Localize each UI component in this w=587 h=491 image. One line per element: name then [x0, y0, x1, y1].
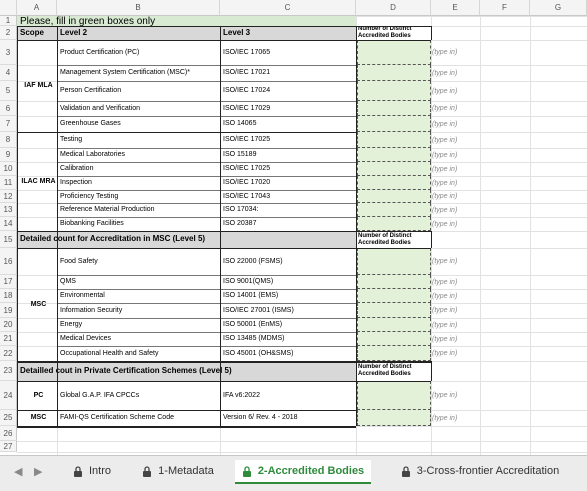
level3-cell: Version 6/ Rev. 4 - 2018: [223, 414, 298, 422]
count-input[interactable]: [357, 217, 431, 231]
private-section-title: Detailled cout in Private Certification Schemes (Level 5): [20, 365, 232, 375]
type-in-hint: (type in): [432, 392, 458, 399]
row-header[interactable]: 5: [0, 81, 17, 101]
row-header[interactable]: 12: [0, 190, 17, 203]
sheet-tab[interactable]: [60, 460, 124, 482]
row-header[interactable]: 3: [0, 40, 17, 65]
type-in-hint: (type in): [432, 49, 458, 56]
private-count-header: Number of Distinct Accredited Bodies: [358, 364, 412, 377]
type-in-hint: (type in): [432, 136, 458, 144]
row-header[interactable]: 15: [0, 231, 17, 248]
column-header[interactable]: E: [431, 0, 480, 16]
input-underline: [357, 425, 431, 426]
row-header[interactable]: 18: [0, 289, 17, 303]
level3-cell: ISO 22000 (FSMS): [223, 257, 283, 265]
row-header[interactable]: 17: [0, 275, 17, 289]
tab-scroll-right-icon[interactable]: ▶: [34, 466, 43, 478]
table-border-left: [17, 26, 18, 426]
row-header[interactable]: 4: [0, 65, 17, 81]
sheet-tab-label: Intro: [88, 465, 111, 477]
grid-line-v: [530, 16, 531, 455]
level2-cell: Testing: [60, 136, 83, 144]
type-in-hint: (type in): [432, 278, 458, 286]
level3-cell: ISO 17034:: [223, 206, 259, 214]
level2-cell: Global G.A.P. IFA CPCCs: [60, 391, 140, 399]
row-header[interactable]: 11: [0, 176, 17, 190]
row-header[interactable]: 8: [0, 132, 17, 148]
type-in-hint: (type in): [432, 69, 458, 77]
level2-cell: Medical Laboratories: [60, 151, 125, 159]
level3-cell: ISO/IEC 17020: [223, 179, 271, 187]
row-header[interactable]: 13: [0, 203, 17, 217]
select-all-corner[interactable]: [0, 0, 17, 16]
msc-section-title: Detailed count for Accreditation in MSC (Level 5): [20, 234, 206, 244]
count-input[interactable]: [357, 275, 431, 289]
count-input[interactable]: [357, 381, 431, 410]
row-header[interactable]: 9: [0, 148, 17, 162]
count-input[interactable]: [357, 248, 431, 275]
level2-cell: Management System Certification (MSC)*: [60, 69, 190, 77]
row-header[interactable]: 1: [0, 16, 17, 26]
count-header-border: [431, 231, 432, 248]
level3-cell: ISO/IEC 17025: [223, 136, 271, 144]
level3-cell: IFA v6:2022: [223, 391, 260, 399]
level3-cell: ISO/IEC 17029: [223, 104, 271, 112]
count-input[interactable]: [357, 132, 431, 148]
column-header[interactable]: B: [57, 0, 220, 16]
level2-cell: Validation and Verification: [60, 104, 141, 112]
level2-cell: Medical Devices: [60, 335, 111, 343]
count-input[interactable]: [357, 162, 431, 176]
sheet-tab-bar: [0, 455, 587, 491]
lock-icon: [142, 466, 152, 477]
count-input[interactable]: [357, 65, 431, 81]
row-header[interactable]: 23: [0, 361, 17, 381]
level3-cell: ISO 13485 (MDMS): [223, 335, 285, 343]
grid-line-h: [17, 441, 587, 442]
instructions-banner: Please, fill in green boxes only: [20, 16, 156, 26]
level2-cell: QMS: [60, 278, 76, 286]
type-in-hint: (type in): [432, 350, 458, 357]
level3-cell: ISO/IEC 17024: [223, 87, 271, 95]
column-header[interactable]: A: [17, 0, 57, 16]
count-header-border: [431, 361, 432, 381]
level2-cell: FAMI-QS Certification Scheme Code: [60, 414, 174, 422]
scope-ilac-mra: ILAC MRA: [21, 177, 56, 185]
count-input[interactable]: [357, 203, 431, 217]
scope-iaf-mla: IAF MLA: [24, 82, 53, 90]
row-header[interactable]: 22: [0, 346, 17, 361]
section-border: [17, 26, 431, 27]
level3-cell: ISO 20387: [223, 220, 257, 228]
lock-icon: [242, 466, 252, 477]
level2-header: Level 2: [60, 27, 88, 37]
type-in-hint: (type in): [432, 220, 458, 228]
level2-cell: Inspection: [60, 179, 92, 187]
level2-cell: Environmental: [60, 292, 105, 300]
row-header[interactable]: 25: [0, 410, 17, 426]
level3-cell: ISO 15189: [223, 151, 257, 159]
level2-cell: Reference Material Production: [60, 206, 155, 214]
count-input[interactable]: [357, 303, 431, 318]
sheet-tab-label: 3-Cross-frontier Accreditation: [416, 465, 560, 477]
level2-cell: Food Safety: [60, 257, 98, 265]
level3-cell: ISO 9001(QMS): [223, 278, 274, 286]
row-header[interactable]: 21: [0, 332, 17, 346]
section-border-thick: [17, 361, 431, 363]
level3-cell: ISO/IEC 17025: [223, 165, 271, 173]
count-input[interactable]: [357, 318, 431, 332]
type-in-hint: (type in): [432, 321, 458, 329]
level3-cell: ISO 45001 (OH&SMS): [223, 349, 294, 357]
row-header[interactable]: 10: [0, 162, 17, 176]
column-border: [220, 26, 221, 426]
scope-cell: PC: [33, 391, 44, 399]
msc-count-header: Number of Distinct Accredited Bodies: [358, 232, 412, 246]
level2-cell: Biobanking Facilities: [60, 220, 124, 228]
type-in-hint: (type in): [432, 258, 458, 265]
grid-line-h: [17, 452, 587, 453]
type-in-hint: (type in): [432, 105, 458, 112]
level2-cell: Calibration: [60, 165, 94, 173]
type-in-hint: (type in): [432, 87, 458, 95]
type-in-hint: (type in): [432, 206, 458, 214]
column-border: [356, 26, 357, 426]
section-border: [17, 381, 431, 382]
column-header[interactable]: C: [220, 0, 356, 16]
row-header[interactable]: 20: [0, 318, 17, 332]
sheet-tab[interactable]: [380, 460, 580, 482]
row-header[interactable]: 26: [0, 426, 17, 441]
column-border: [57, 26, 58, 426]
row-header[interactable]: 24: [0, 381, 17, 410]
level2-cell: Energy: [60, 321, 83, 329]
count-header-border: [431, 26, 432, 40]
type-in-hint: (type in): [432, 414, 458, 422]
count-input[interactable]: [357, 346, 431, 361]
level3-cell: ISO/IEC 17043: [223, 192, 271, 200]
grid-line-v: [480, 16, 481, 455]
count-input[interactable]: [357, 148, 431, 162]
scope-msc: MSC: [30, 300, 47, 308]
count-input[interactable]: [357, 289, 431, 303]
count-header: Number of Distinct Accredited Bodies: [358, 26, 412, 39]
sheet-tab-label: 1-Metadata: [158, 465, 214, 477]
lock-icon: [401, 466, 411, 477]
row-header[interactable]: 14: [0, 217, 17, 231]
type-in-hint: (type in): [432, 151, 458, 159]
sheet-tab-label: 2-Accredited Bodies: [257, 465, 365, 477]
level2-cell: Information Security: [60, 306, 123, 314]
level3-cell: ISO/IEC 27001 (ISMS): [223, 306, 294, 314]
type-in-hint: (type in): [432, 335, 458, 343]
level3-cell: ISO 50001 (EnMS): [223, 321, 283, 329]
level3-cell: ISO/IEC 17021: [223, 69, 271, 77]
section-border: [17, 231, 431, 232]
level2-cell: Occupational Health and Safety: [60, 349, 159, 357]
type-in-hint: (type in): [432, 120, 458, 128]
row-header[interactable]: 6: [0, 101, 17, 116]
row-header[interactable]: 27: [0, 441, 17, 452]
row-header[interactable]: 2: [0, 26, 17, 40]
level2-cell: Person Certification: [60, 87, 122, 95]
section-border: [17, 40, 431, 41]
level2-cell: Product Certification (PC): [60, 48, 140, 56]
sheet-tab[interactable]: [130, 460, 226, 482]
sheet-tab[interactable]: [235, 460, 371, 484]
level2-cell: Greenhouse Gases: [60, 120, 121, 128]
column-header[interactable]: G: [530, 0, 587, 16]
type-in-hint: (type in): [432, 193, 458, 200]
row-header[interactable]: 19: [0, 303, 17, 318]
column-header[interactable]: D: [356, 0, 431, 16]
table-border-bottom: [17, 426, 356, 428]
type-in-hint: (type in): [432, 292, 458, 300]
type-in-hint: (type in): [432, 307, 458, 314]
level2-cell: Proficiency Testing: [60, 192, 119, 200]
type-in-hint: (type in): [432, 179, 458, 187]
count-input[interactable]: [357, 40, 431, 65]
section-border: [17, 248, 431, 249]
column-header[interactable]: F: [480, 0, 530, 16]
level3-cell: ISO 14065: [223, 120, 257, 128]
lock-icon: [73, 466, 83, 477]
count-input[interactable]: [357, 81, 431, 101]
count-input[interactable]: [357, 101, 431, 116]
tab-scroll-left-icon[interactable]: ◀: [14, 466, 23, 478]
count-input[interactable]: [357, 116, 431, 132]
row-header[interactable]: 16: [0, 248, 17, 275]
row-header[interactable]: 7: [0, 116, 17, 132]
count-input[interactable]: [357, 332, 431, 346]
level3-cell: ISO/IEC 17065: [223, 48, 271, 56]
level3-header: Level 3: [223, 27, 251, 37]
scope-header: Scope: [20, 27, 45, 37]
scope-cell: MSC: [30, 414, 47, 422]
count-input[interactable]: [357, 410, 431, 426]
type-in-hint: (type in): [432, 165, 458, 173]
count-input[interactable]: [357, 176, 431, 190]
level3-cell: ISO 14001 (EMS): [223, 292, 279, 300]
